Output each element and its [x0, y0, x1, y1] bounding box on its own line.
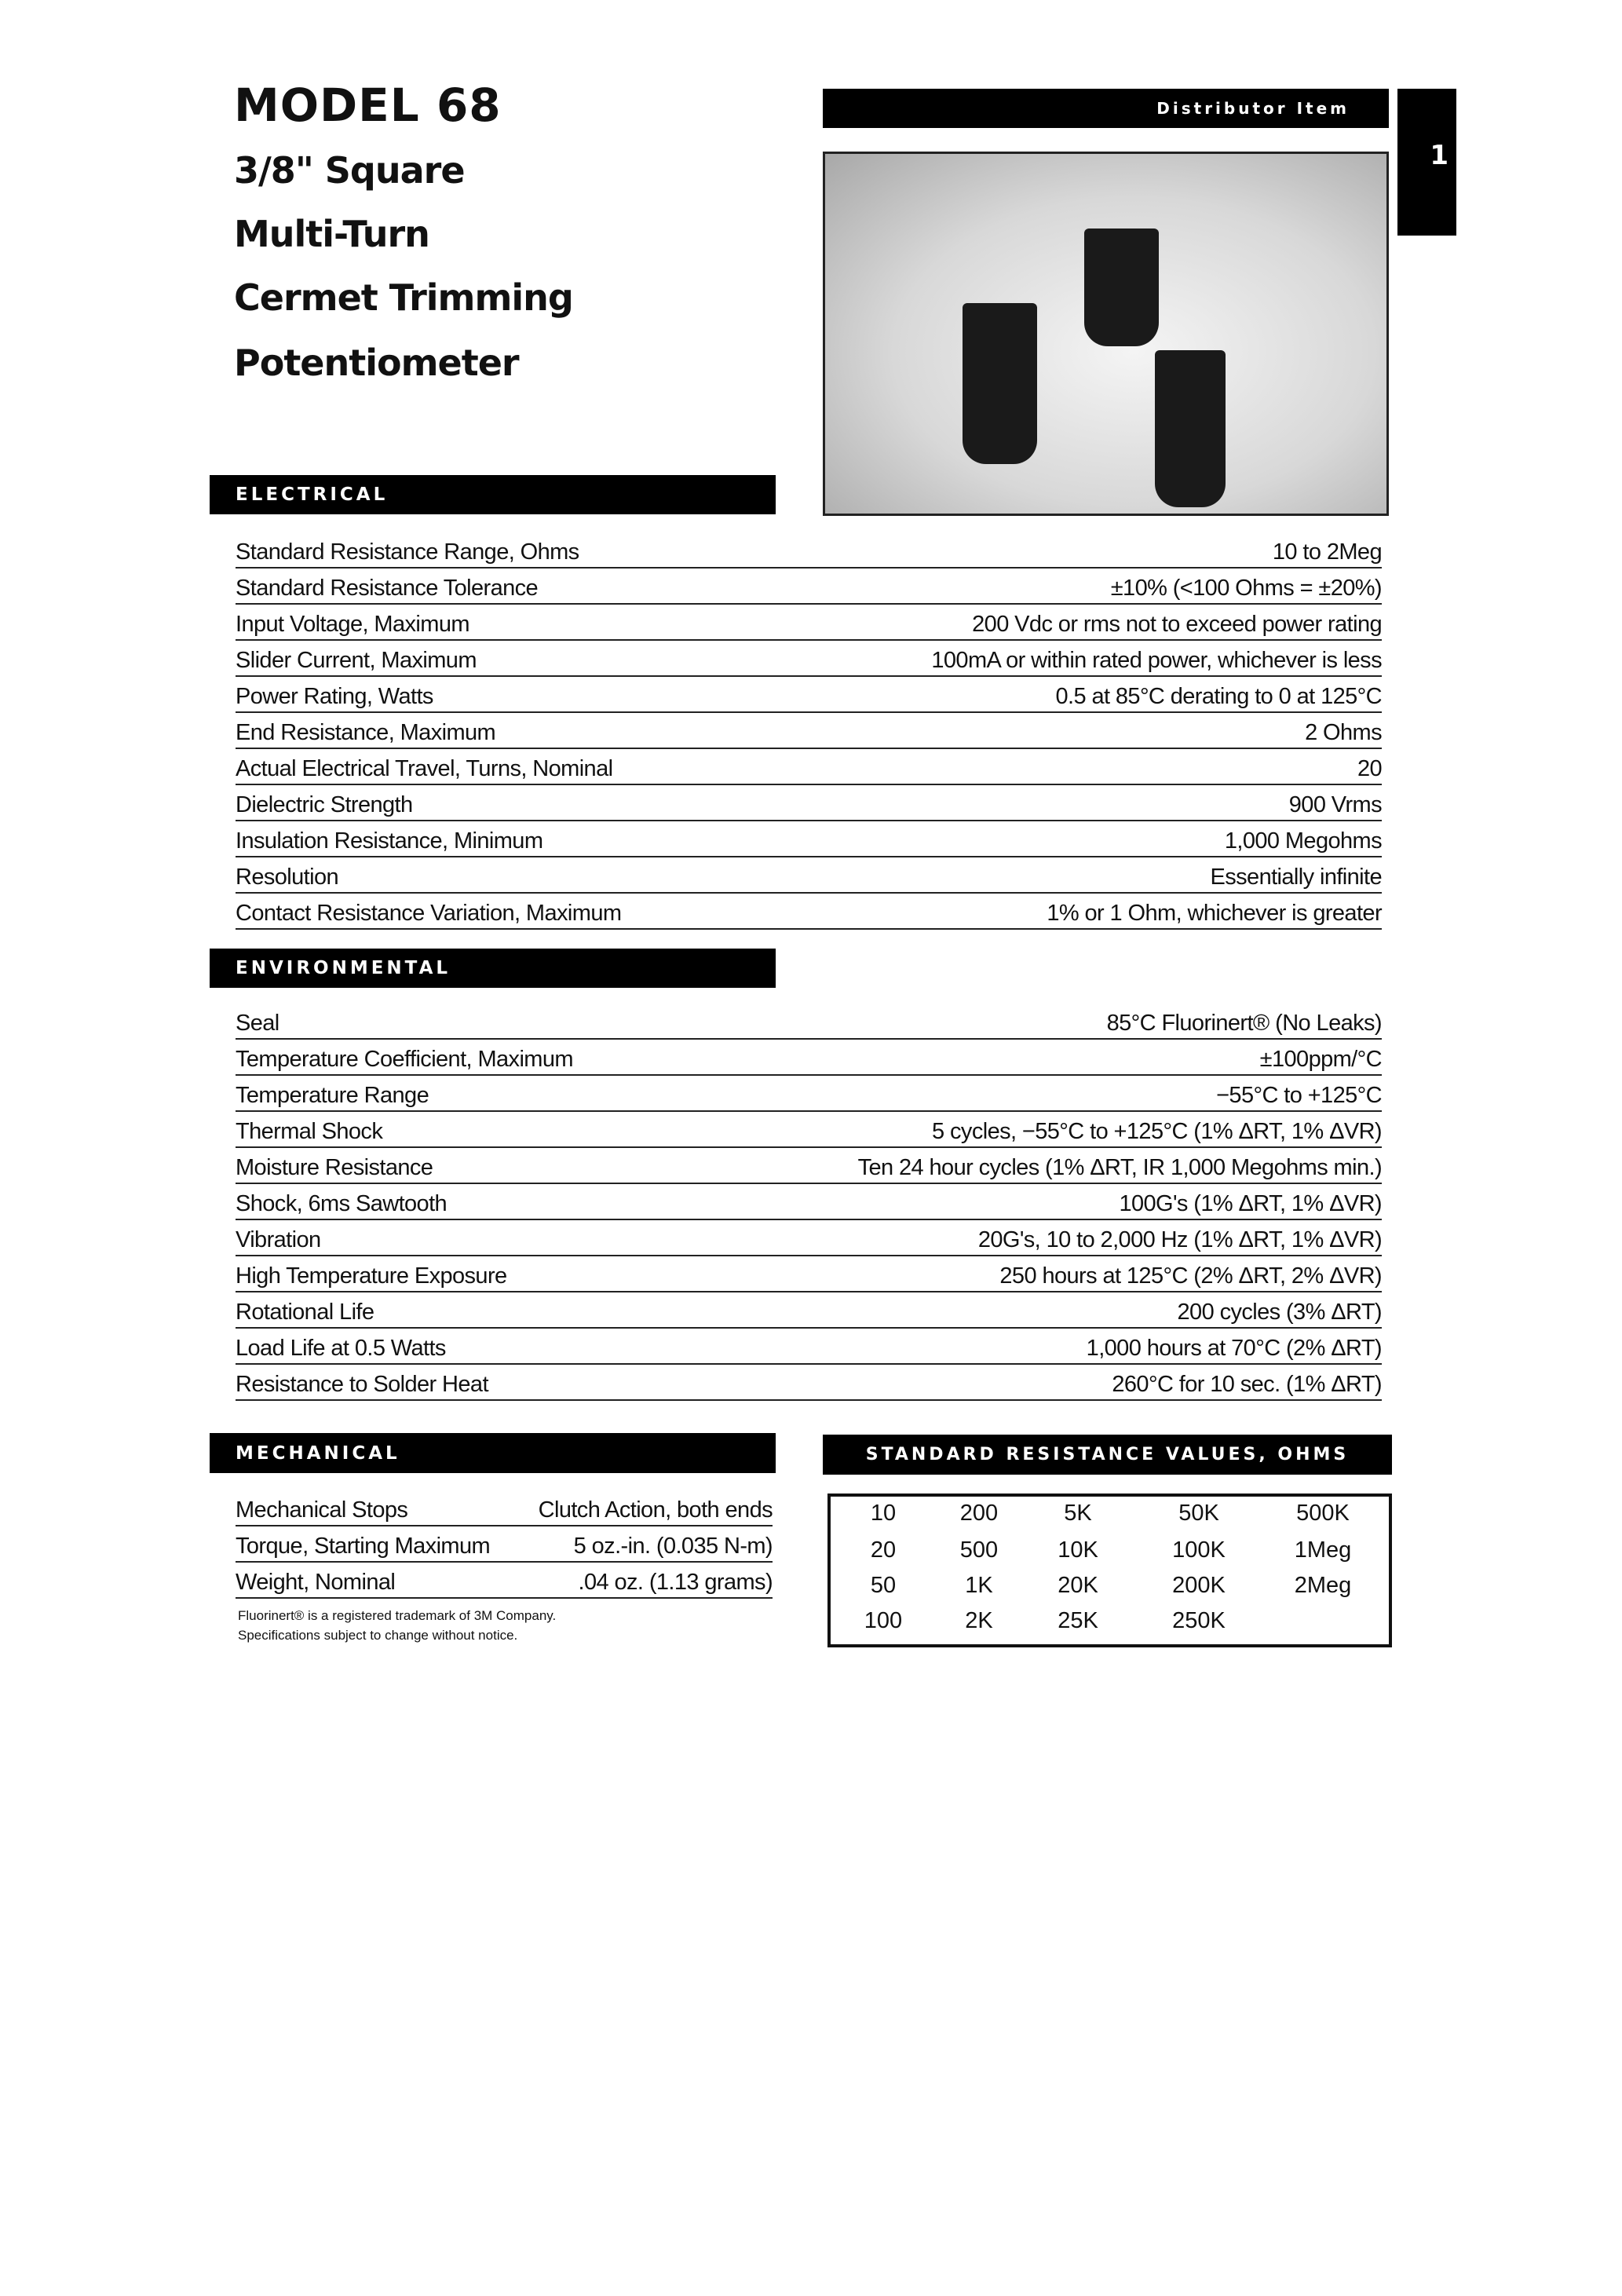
spec-value: 10 to 2Meg: [1272, 539, 1382, 565]
product-photo: [823, 152, 1389, 516]
environmental-specs: [236, 1004, 1382, 1401]
spec-label: Input Voltage, Maximum: [236, 612, 469, 637]
subtitle-line: Potentiometer: [234, 342, 519, 384]
spec-value: 20G's, 10 to 2,000 Hz (1% ΔRT, 1% ΔVR): [977, 1227, 1382, 1252]
spec-label: Torque, Starting Maximum: [236, 1534, 491, 1559]
spec-label: Contact Resistance Variation, Maximum: [236, 901, 622, 926]
spec-row: [236, 1004, 1382, 1040]
spec-row: [236, 1076, 1382, 1112]
spec-row: [236, 641, 1382, 677]
spec-row: [236, 713, 1382, 749]
section-title: ENVIRONMENTAL: [236, 958, 451, 978]
footnote: Fluorinert® is a registered trademark of 3M Company.: [238, 1608, 557, 1623]
spec-value: 20: [1357, 756, 1382, 781]
spec-row: [236, 749, 1382, 785]
electrical-specs: [236, 532, 1382, 930]
spec-label: Moisture Resistance: [236, 1155, 433, 1180]
spec-value: 1,000 hours at 70°C (2% ΔRT): [1086, 1336, 1382, 1361]
spec-value: 260°C for 10 sec. (1% ΔRT): [1112, 1372, 1382, 1397]
spec-label: Resistance to Solder Heat: [236, 1372, 488, 1397]
spec-row: [236, 1490, 773, 1526]
spec-row: [236, 1329, 1382, 1365]
spec-label: Temperature Coefficient, Maximum: [236, 1047, 573, 1072]
subtitle-line: Multi-Turn: [234, 213, 429, 255]
spec-label: Dielectric Strength: [236, 792, 413, 817]
spec-label: Power Rating, Watts: [236, 684, 433, 709]
section-title: STANDARD RESISTANCE VALUES, OHMS: [865, 1445, 1350, 1464]
resistance-value: 500K: [1296, 1501, 1350, 1526]
spec-value: 100G's (1% ΔRT, 1% ΔVR): [1119, 1191, 1382, 1216]
spec-value: 200 cycles (3% ΔRT): [1177, 1300, 1382, 1325]
resistance-value: 10: [870, 1501, 897, 1526]
spec-row: [236, 1365, 1382, 1401]
spec-value: ±10% (<100 Ohms = ±20%): [1110, 576, 1382, 601]
spec-value: 1,000 Megohms: [1224, 828, 1382, 854]
spec-label: Thermal Shock: [236, 1119, 383, 1144]
model-title: MODEL 68: [234, 79, 502, 132]
resistance-value: 20: [870, 1537, 897, 1563]
spec-value: 1% or 1 Ohm, whichever is greater: [1047, 901, 1382, 926]
section-header-resistance-values: [823, 1435, 1392, 1475]
spec-row: [236, 1040, 1382, 1076]
section-title: ELECTRICAL: [236, 484, 389, 505]
spec-value: 100mA or within rated power, whichever is less: [931, 648, 1382, 673]
spec-label: Vibration: [236, 1227, 321, 1252]
resistance-value: 10K: [1058, 1537, 1098, 1563]
section-title: MECHANICAL: [236, 1442, 400, 1464]
resistance-value: 50: [870, 1573, 897, 1598]
resistance-value: 200: [959, 1501, 999, 1526]
spec-value: 250 hours at 125°C (2% ΔRT, 2% ΔVR): [999, 1263, 1382, 1289]
resistance-value: 5K: [1064, 1501, 1092, 1526]
spec-label: End Resistance, Maximum: [236, 720, 496, 745]
spec-label: Rotational Life: [236, 1300, 374, 1325]
spec-value: 0.5 at 85°C derating to 0 at 125°C: [1055, 684, 1382, 709]
resistance-values-table: [827, 1493, 1392, 1647]
resistance-value: 1Meg: [1294, 1537, 1352, 1563]
spec-row: [236, 857, 1382, 894]
spec-value: 5 cycles, −55°C to +125°C (1% ΔRT, 1% ΔVR): [932, 1119, 1382, 1144]
spec-row: [236, 1220, 1382, 1256]
spec-row: [236, 821, 1382, 857]
potentiometer-image: [1084, 229, 1159, 346]
spec-row: [236, 1184, 1382, 1220]
spec-label: Standard Resistance Tolerance: [236, 576, 539, 601]
spec-label: Standard Resistance Range, Ohms: [236, 539, 579, 565]
potentiometer-image: [963, 303, 1037, 464]
spec-row: [236, 1563, 773, 1599]
subtitle-line: 3/8" Square: [234, 149, 465, 192]
spec-row: [236, 532, 1382, 569]
spec-label: Insulation Resistance, Minimum: [236, 828, 543, 854]
footnote: Specifications subject to change without notice.: [238, 1628, 518, 1643]
spec-value: Clutch Action, both ends: [538, 1497, 773, 1523]
section-header-mechanical: [210, 1433, 776, 1473]
distributor-label: Distributor Item: [1156, 99, 1350, 118]
spec-row: [236, 1292, 1382, 1329]
spec-value: 5 oz.-in. (0.035 N-m): [573, 1534, 773, 1559]
section-header-electrical: [210, 475, 776, 514]
spec-label: Mechanical Stops: [236, 1497, 408, 1523]
spec-row: [236, 1112, 1382, 1148]
resistance-value: 100K: [1172, 1537, 1226, 1563]
spec-value: 85°C Fluorinert® (No Leaks): [1106, 1011, 1382, 1036]
spec-label: Slider Current, Maximum: [236, 648, 477, 673]
resistance-value: 200K: [1172, 1573, 1226, 1598]
page-number: 1: [1430, 140, 1452, 171]
spec-row: [236, 1256, 1382, 1292]
resistance-value: 2Meg: [1294, 1573, 1352, 1598]
spec-row: [236, 785, 1382, 821]
resistance-value: 1K: [965, 1573, 993, 1598]
spec-label: Actual Electrical Travel, Turns, Nominal: [236, 756, 613, 781]
spec-row: [236, 677, 1382, 713]
spec-value: ±100ppm/°C: [1259, 1047, 1382, 1072]
resistance-value: 50K: [1178, 1501, 1219, 1526]
resistance-value: 100: [864, 1608, 903, 1633]
spec-value: 200 Vdc or rms not to exceed power rating: [972, 612, 1382, 637]
spec-value: −55°C to +125°C: [1216, 1083, 1382, 1108]
spec-label: Temperature Range: [236, 1083, 429, 1108]
resistance-value: 20K: [1058, 1573, 1098, 1598]
spec-label: Load Life at 0.5 Watts: [236, 1336, 446, 1361]
spec-row: [236, 894, 1382, 930]
resistance-value: 250K: [1172, 1608, 1226, 1633]
distributor-banner: [823, 89, 1389, 128]
spec-label: Shock, 6ms Sawtooth: [236, 1191, 448, 1216]
subtitle-line: Cermet Trimming: [234, 276, 573, 319]
spec-value: 2 Ohms: [1305, 720, 1382, 745]
spec-row: [236, 1148, 1382, 1184]
section-header-environmental: [210, 949, 776, 988]
resistance-value: 2K: [965, 1608, 993, 1633]
resistance-value: 500: [959, 1537, 999, 1563]
spec-row: [236, 1526, 773, 1563]
spec-row: [236, 569, 1382, 605]
spec-label: Weight, Nominal: [236, 1570, 396, 1595]
spec-value: 900 Vrms: [1288, 792, 1382, 817]
page-tab: [1397, 89, 1456, 236]
potentiometer-image: [1155, 350, 1226, 507]
spec-value: Ten 24 hour cycles (1% ΔRT, IR 1,000 Megohms min.): [857, 1155, 1382, 1180]
spec-value: .04 oz. (1.13 grams): [578, 1570, 773, 1595]
spec-label: High Temperature Exposure: [236, 1263, 507, 1289]
spec-value: Essentially infinite: [1210, 865, 1382, 890]
resistance-value: 25K: [1058, 1608, 1098, 1633]
spec-label: Seal: [236, 1011, 279, 1036]
mechanical-specs: [236, 1490, 773, 1599]
spec-label: Resolution: [236, 865, 339, 890]
spec-row: [236, 605, 1382, 641]
